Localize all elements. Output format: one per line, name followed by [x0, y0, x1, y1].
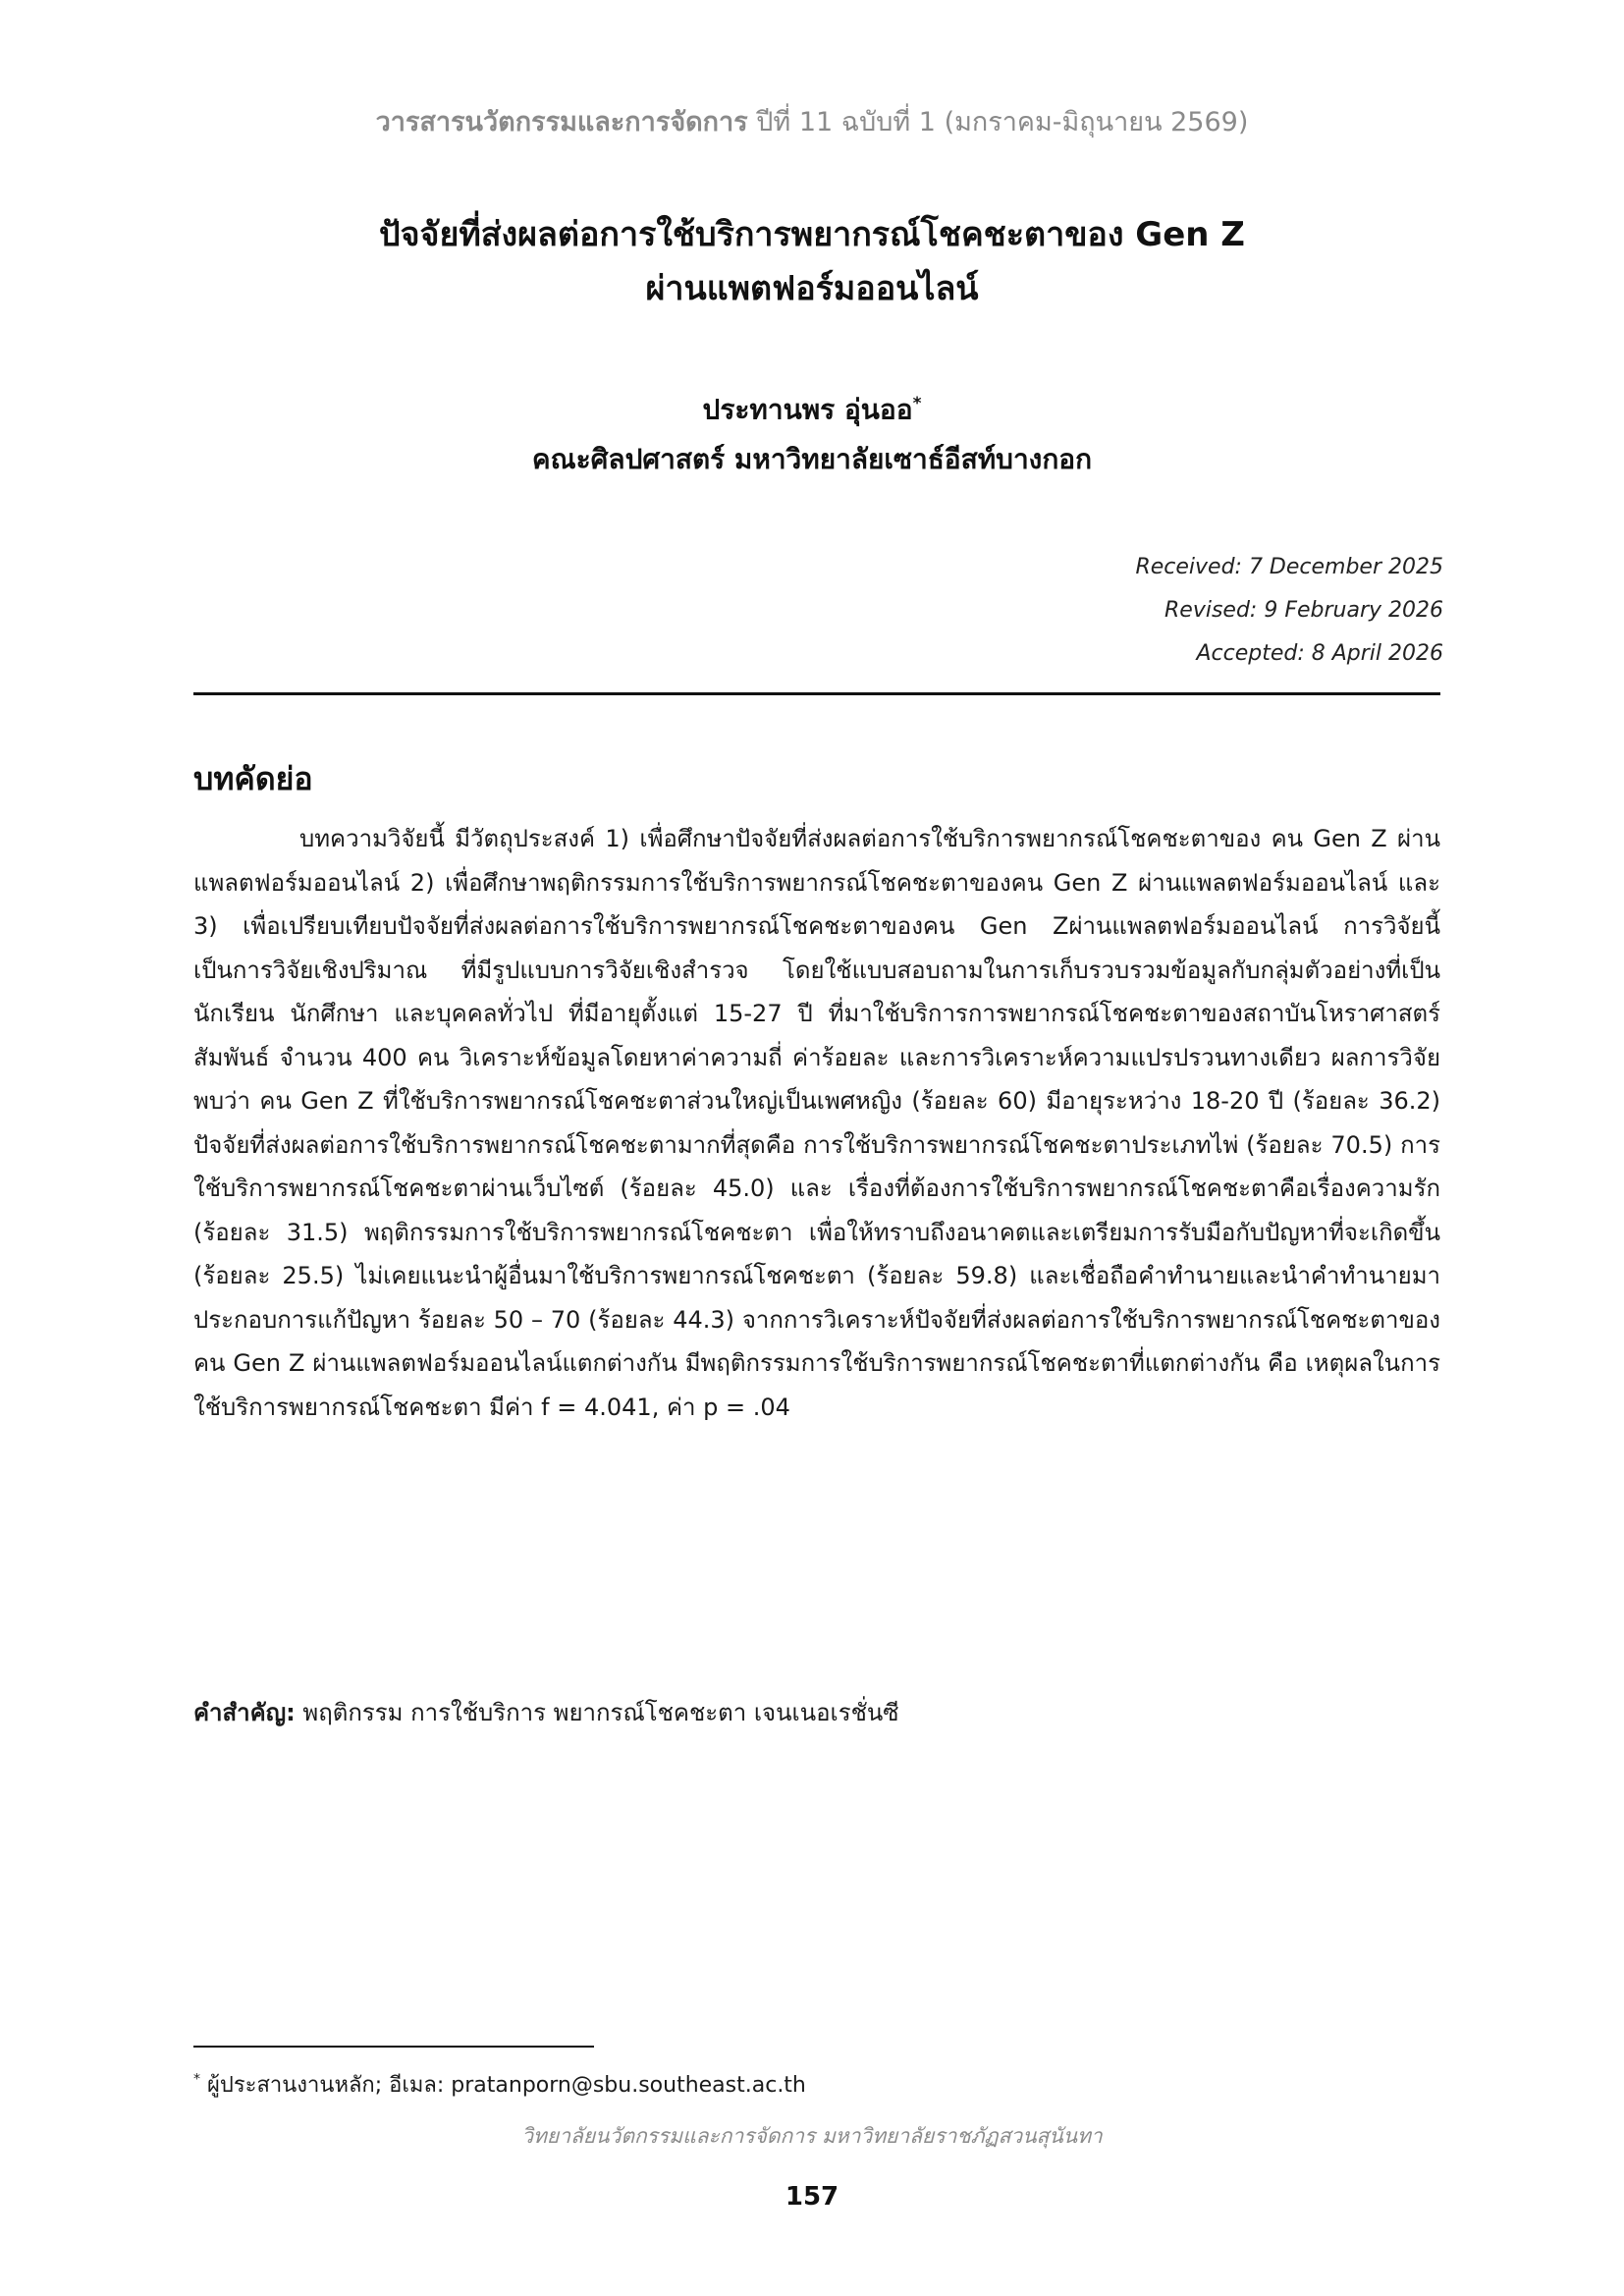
abstract-body: บทความวิจัยนี้ มีวัตถุประสงค์ 1) เพื่อศึกษาปัจจัยที่ส่งผลต่อการใช้บริการพยากรณ์โชคชะตาของ คน Gen Z ผ่านแพลตฟอร์มออนไลน์ 2) เพื่อศึกษาพฤติกรรมการใช้บริการพยากรณ์โชคชะตาของคน Gen Z ผ่านแพลตฟอร์มออนไลน์ และ 3) เพื่อเปรียบเทียบปัจจัยที่ส่งผลต่อการใช้บริการพยากรณ์โชคชะตาของคน Gen Zผ่านแพลตฟอร์มออนไลน์ การวิจัยนี้เป็นการวิจัยเชิงปริมาณ ที่มีรูปแบบการวิจัยเชิงสำรวจ โดยใช้แบบสอบถามในการเก็บรวบรวมข้อมูลกับกลุ่มตัวอย่างที่เป็นนักเรียน นักศึกษา และบุคคลทั่วไป ที่มีอายุตั้งแต่ 15-27 ปี ที่มาใช้บริการการพยากรณ์โชคชะตาของสถาบันโหราศาสตร์สัมพันธ์ จำนวน 400 คน วิเคราะห์ข้อมูลโดยหาค่าความถี่ ค่าร้อยละ และการวิเคราะห์ความแปรปรวนทางเดียว ผลการวิจัยพบว่า คน Gen Z ที่ใช้บริการพยากรณ์โชคชะตาส่วนใหญ่เป็นเพศหญิง (ร้อยละ 60) มีอายุระหว่าง 18-20 ปี (ร้อยละ 36.2) ปัจจัยที่ส่งผลต่อการใช้บริการพยากรณ์โชคชะตามากที่สุดคือ การใช้บริการพยากรณ์โชคชะตาประเภทไพ่ (ร้อยละ 70.5) การใช้บริการพยากรณ์โชคชะตาผ่านเว็บไซต์ (ร้อยละ 45.0) และ เรื่องที่ต้องการใช้บริการพยากรณ์โชคชะตาคือเรื่องความรัก (ร้อยละ 31.5) พฤติกรรมการใช้บริการพยากรณ์โชคชะตา เพื่อให้ทราบถึงอนาคตและเตรียมการรับมือกับปัญหาที่จะเกิดขึ้น (ร้อยละ 25.5) ไม่เคยแนะนำผู้อื่นมาใช้บริการพยากรณ์โชคชะตา (ร้อยละ 59.8) และเชื่อถือคำทำนายและนำคำทำนายมาประกอบการแก้ปัญหา ร้อยละ 50 – 70 (ร้อยละ 44.3) จากการวิเคราะห์ปัจจัยที่ส่งผลต่อการใช้บริการพยากรณ์โชคชะตาของคน Gen Z ผ่านแพลตฟอร์มออนไลน์แตกต่างกัน มีพฤติกรรมการใช้บริการพยากรณ์โชคชะตาที่แตกต่างกัน คือ เหตุผลในการใช้บริการพยากรณ์โชคชะตา มีค่า f = 4.041, ค่า p = .04: [193, 825, 1440, 1421]
title-line-2: ผ่านแพตฟอร์มออนไลน์: [645, 269, 979, 308]
footnote: [193, 2067, 806, 2102]
journal-name: วารสารนวัตกรรมและการจัดการ: [375, 107, 748, 137]
submission-dates: [1135, 546, 1443, 676]
revised-date: Revised: 9 February 2026: [1164, 598, 1443, 623]
keywords-text: พฤติกรรม การใช้บริการ พยากรณ์โชคชะตา เจนเนอเรชั่นซี: [302, 1699, 899, 1726]
footnote-text: ผู้ประสานงานหลัก; อีเมล: pratanporn@sbu.southeast.ac.th: [207, 2073, 806, 2098]
received-date: Received: 7 December 2025: [1135, 555, 1443, 579]
keywords: [193, 1693, 1440, 1731]
author-footnote-mark: *: [912, 394, 922, 413]
footnote-divider: [193, 2046, 594, 2048]
abstract-heading: บทคัดย่อ: [193, 760, 313, 797]
journal-issue: ปีที่ 11 ฉบับที่ 1 (มกราคม-มิถุนายน 2569): [756, 107, 1249, 137]
header-divider: [193, 692, 1440, 695]
page-number: 157: [785, 2182, 839, 2212]
running-header: [0, 100, 1624, 142]
accepted-date: Accepted: 8 April 2026: [1196, 641, 1443, 666]
title-line-1: ปัจจัยที่ส่งผลต่อการใช้บริการพยากรณ์โชคชะตาของ Gen Z: [379, 215, 1245, 254]
footnote-mark: *: [193, 2071, 200, 2088]
paper-title: [0, 208, 1624, 316]
author-name-line: [0, 379, 1624, 434]
author-affiliation: คณะศิลปศาสตร์ มหาวิทยาลัยเซาธ์อีสท์บางกอก: [531, 443, 1093, 476]
author-block: [0, 379, 1624, 484]
running-footer: วิทยาลัยนวัตกรรมและการจัดการ มหาวิทยาลัยราชภัฏสวนสุนันทา: [521, 2124, 1103, 2148]
keywords-label: คำสำคัญ:: [193, 1699, 296, 1726]
author-name: ประทานพร อุ่นออ: [702, 393, 913, 426]
